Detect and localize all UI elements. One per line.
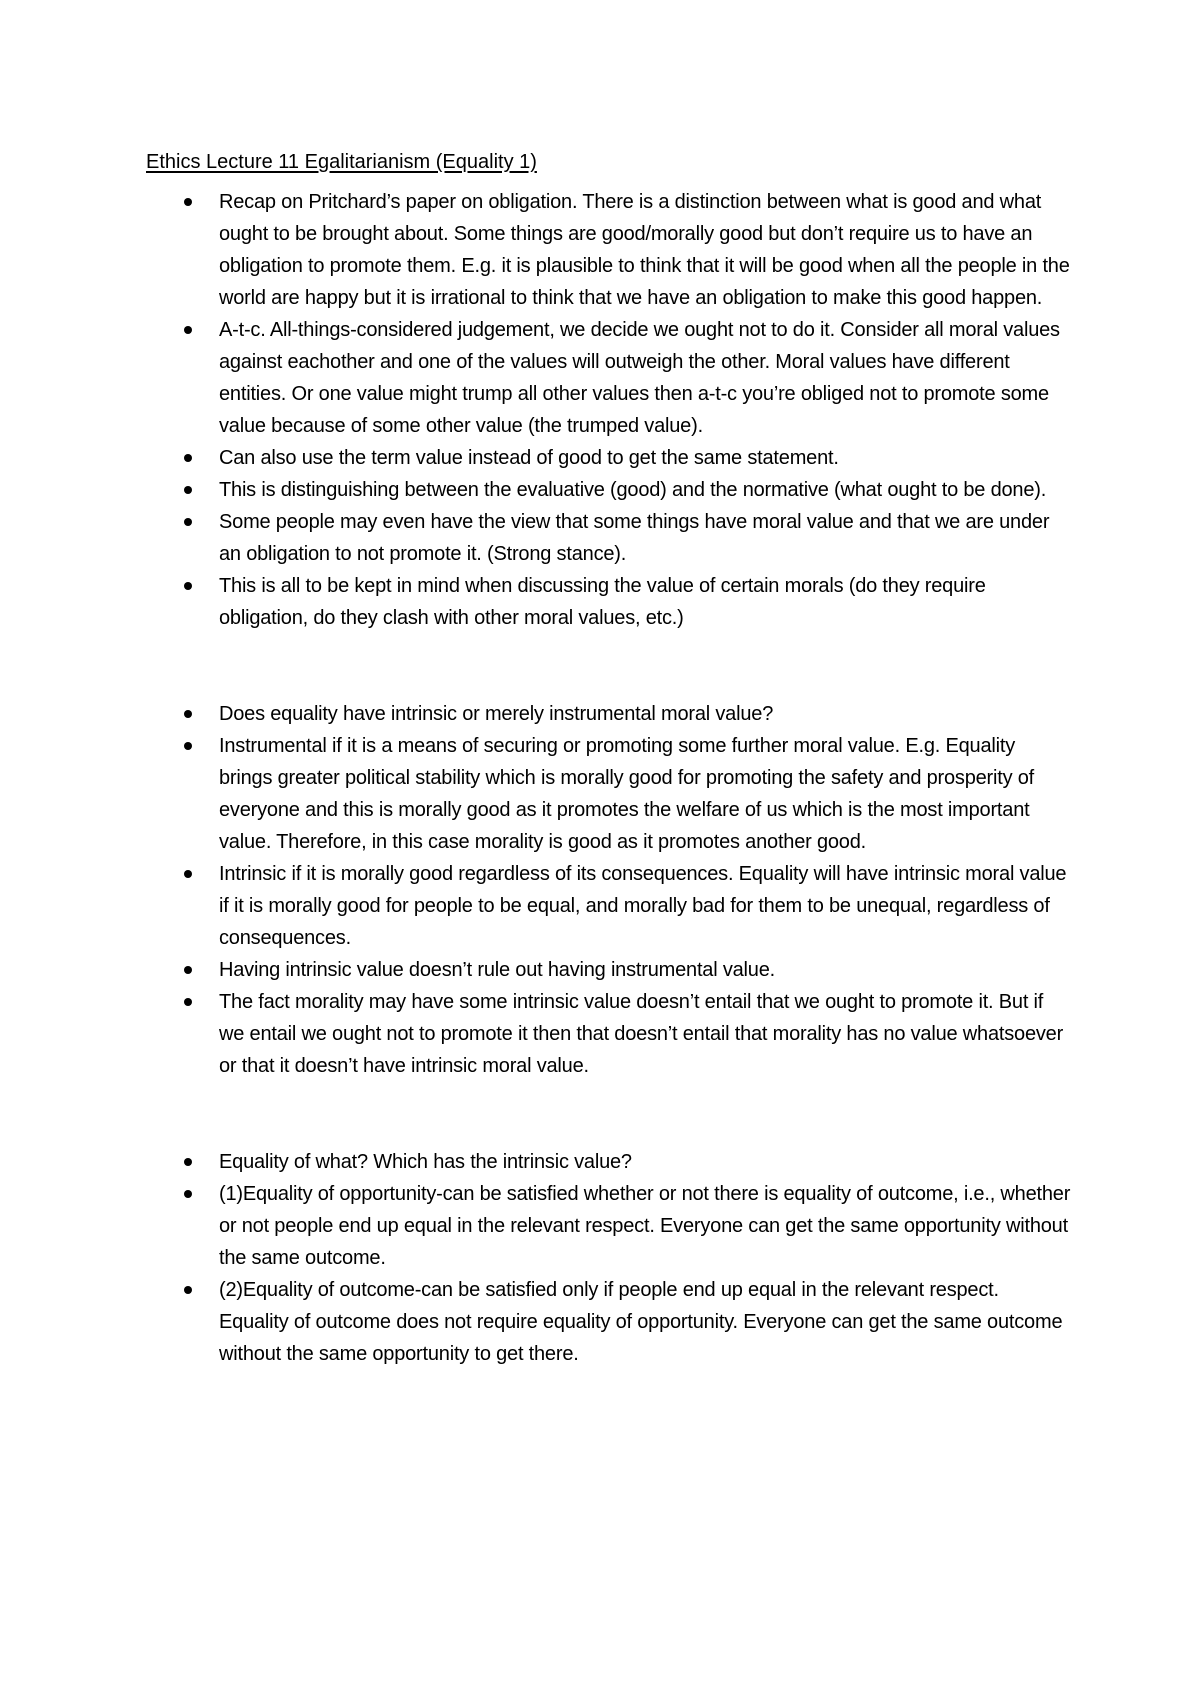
list-item: A-t-c. All-things-considered judgement, we decide we ought not to do it. Consider all moral values against eachother and one of the values will outweigh the other. Moral values have different entities. Or one value might trump all other values then a-t-c you’re obliged not to promote some value because of some other value (the trumped value). — [146, 314, 1071, 442]
section-spacer — [146, 634, 1071, 698]
bullet-list-intrinsic-instrumental — [146, 698, 1071, 1082]
list-item: Some people may even have the view that some things have moral value and that we are under an obligation to not promote it. (Strong stance). — [146, 506, 1071, 570]
section-spacer — [146, 1082, 1071, 1146]
bullet-list-obligation — [146, 186, 1071, 634]
list-item: Intrinsic if it is morally good regardless of its consequences. Equality will have intrinsic moral value if it is morally good for people to be equal, and morally bad for them to be unequal, regardless of consequences. — [146, 858, 1071, 954]
list-item: This is distinguishing between the evaluative (good) and the normative (what ought to be done). — [146, 474, 1071, 506]
list-item: Does equality have intrinsic or merely instrumental moral value? — [146, 698, 1071, 730]
list-item: Can also use the term value instead of good to get the same statement. — [146, 442, 1071, 474]
list-item: This is all to be kept in mind when discussing the value of certain morals (do they require obligation, do they clash with other moral values, etc.) — [146, 570, 1071, 634]
bullet-list-equality-of-what — [146, 1146, 1071, 1370]
list-item: Equality of what? Which has the intrinsic value? — [146, 1146, 1071, 1178]
document-body — [146, 146, 1071, 1370]
list-item: Having intrinsic value doesn’t rule out having instrumental value. — [146, 954, 1071, 986]
list-item: (1)Equality of opportunity-can be satisfied whether or not there is equality of outcome, i.e., whether or not people end up equal in the relevant respect. Everyone can get the same opportunity without the same outcome. — [146, 1178, 1071, 1274]
list-item: (2)Equality of outcome-can be satisfied only if people end up equal in the relevant respect. Equality of outcome does not require equality of opportunity. Everyone can get the same outcome without the same opportunity to get there. — [146, 1274, 1071, 1370]
list-item: Instrumental if it is a means of securing or promoting some further moral value. E.g. Equality brings greater political stability which is morally good for promoting the safety and prosperity of everyone and this is morally good as it promotes the welfare of us which is the most important value. Therefore, in this case morality is good as it promotes another good. — [146, 730, 1071, 858]
list-item: Recap on Pritchard’s paper on obligation. There is a distinction between what is good and what ought to be brought about. Some things are good/morally good but don’t require us to have an obligation to promote them. E.g. it is plausible to think that it will be good when all the people in the world are happy but it is irrational to think that we have an obligation to make this good happen. — [146, 186, 1071, 314]
document-title: Ethics Lecture 11 Egalitarianism (Equality 1) — [146, 151, 537, 173]
list-item: The fact morality may have some intrinsic value doesn’t entail that we ought to promote it. But if we entail we ought not to promote it then that doesn’t entail that morality has no value whatsoever or that it doesn’t have intrinsic moral value. — [146, 986, 1071, 1082]
